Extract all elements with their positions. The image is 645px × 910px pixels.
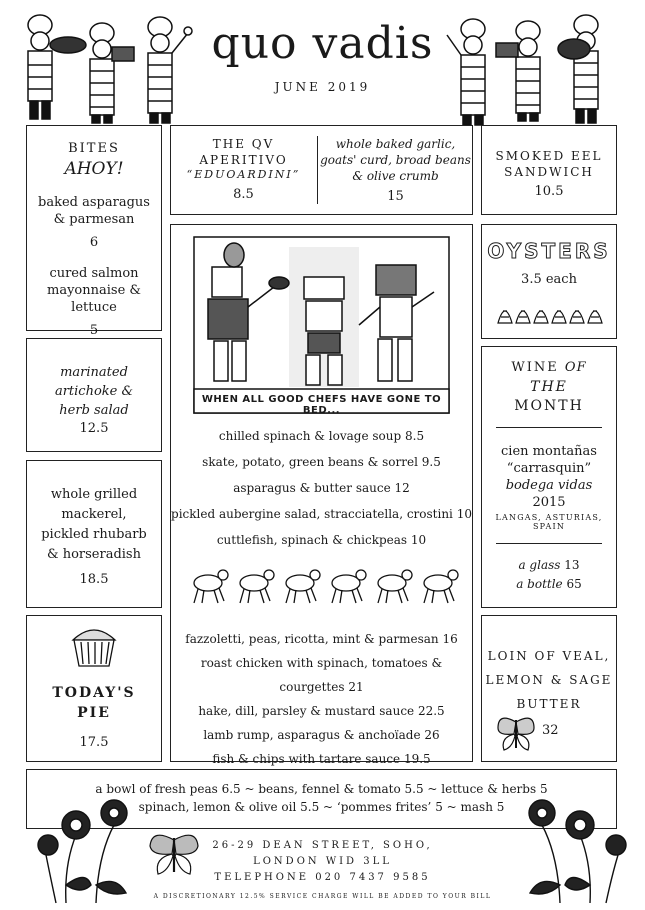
footer-address [0,838,645,886]
wine-h2: THE [530,379,568,395]
oysters-title: OYSTERS [487,239,611,263]
wine-bottle [482,574,616,594]
veal-box [481,615,617,762]
wine-divider-bottom [496,543,602,544]
oyster-shell-icon [534,311,548,323]
bites-heading-italic: AHOY! [64,159,124,179]
wine-h1: WINE [511,360,559,375]
pie-icon [69,624,119,668]
bites-box [26,125,162,338]
main-item: roast chicken with spinach, tomatoes & courgettes 21 [200,656,443,694]
illustration-caption: WHEN ALL GOOD CHEFS HAVE GONE TO BED... [201,394,442,416]
oyster-shell-icon [588,311,602,323]
starter-item: chilled spinach & lovage soup 8.5 [218,429,425,443]
wine-glass-price: 13 [564,558,580,572]
wine-region: LANGAS, ASTURIAS, SPAIN [495,513,603,531]
starter-item: cuttlefish, spinach & chickpeas 10 [216,533,427,547]
eel-line-1: SMOKED EEL [495,149,603,163]
wine-producer: bodega vidas [505,478,593,493]
garlic-line-3: & olive crumb [352,169,439,183]
mackerel-line-4: & horseradish [47,547,141,562]
lamb-icon [332,570,366,603]
aperitivo-line-2: APERITIVO [199,153,288,167]
lamb-icon [194,570,228,603]
lamb-icon [378,570,412,603]
mackerel-line-3: pickled rhubarb [41,527,147,542]
veal-price: 32 [542,723,559,738]
main-menu-box [170,224,473,766]
wine-name-2: “carrasquin” [506,461,592,476]
wine-box [481,346,617,608]
mackerel-line-2: mackerel, [61,507,127,522]
pie-line-1: TODAY'S [52,685,136,701]
wine-bottle-label: a bottle [516,577,563,591]
oyster-shell-icon [516,311,530,323]
wine-h3: MONTH [514,398,584,414]
oyster-shell-icon [552,311,566,323]
address-line-1: 26-29 DEAN STREET, SOHO, [212,840,433,851]
phone-number: TELEPHONE 020 7437 9585 [214,872,431,883]
sides-line-1: a bowl of fresh peas 6.5 ~ beans, fennel & tomato 5.5 ~ lettuce & herbs 5 [95,782,548,796]
bite-2-price: 5 [89,323,99,338]
mackerel-box [26,460,162,608]
wine-glass-label: a glass [518,558,561,572]
artichoke-line-1: marinated [60,365,128,380]
bite-1-line-1: baked asparagus [38,195,150,210]
artichoke-line-2: artichoke & [54,384,134,399]
garlic-section [319,136,472,205]
oyster-shell-icon [570,311,584,323]
oyster-shell-icon [498,311,512,323]
wine-glass [482,557,616,574]
main-item: hake, dill, parsley & mustard sauce 22.5 [198,704,445,718]
wine-heading [482,359,616,377]
eel-box [481,125,617,215]
oysters-price: 3.5 each [521,272,577,287]
oysters-box [481,224,617,339]
pie-box [26,615,162,762]
bites-heading: BITES [68,141,120,156]
bite-1-price: 6 [89,235,99,250]
restaurant-title: quo vadis [211,18,434,69]
starter-item: skate, potato, green beans & sorrel 9.5 [202,455,441,469]
bite-2-line-1: cured salmon [49,266,139,281]
eel-price: 10.5 [534,184,564,199]
pie-line-2: PIE [77,705,111,721]
artichoke-box [26,338,162,452]
garlic-line-2: goats' curd, broad beans [320,153,471,167]
bite-1-line-2: & parmesan [53,212,135,227]
eel-line-2: SANDWICH [504,165,594,179]
pie-price: 17.5 [79,735,109,750]
lamb-icon [286,570,320,603]
wine-h1-italic: OF [564,360,587,375]
chef-robots-illustration [194,237,449,413]
veal-line-2: LEMON & SAGE [485,673,613,687]
artichoke-price: 12.5 [79,421,109,436]
mains-list [171,627,472,771]
starter-item: asparagus & butter sauce 12 [233,481,410,495]
garlic-line-1: whole baked garlic, [335,137,456,151]
oysters-icon [494,299,604,333]
mackerel-line-1: whole grilled [50,487,138,502]
butterfly-icon [494,714,538,754]
service-charge-note: A DISCRETIONARY 12.5% SERVICE CHARGE WILL BE ADDED TO YOUR BILL [153,893,492,900]
veal-line-1: LOIN OF VEAL, [487,649,611,663]
wine-name-1: cien montañas [501,444,597,459]
main-item: lamb rump, asparagus & anchoïade 26 [203,728,440,742]
main-item: fazzoletti, peas, ricotta, mint & parmesan 16 [185,632,458,646]
lamb-icon [240,570,274,603]
garlic-price: 15 [387,189,404,204]
aperitivo-garlic-box [170,125,473,215]
mackerel-price: 18.5 [79,572,109,587]
aperitivo-line-1: THE QV [212,137,275,151]
sides-line-2: spinach, lemon & olive oil 5.5 ~ ‘pommes frites’ 5 ~ mash 5 [138,800,505,814]
main-item: fish & chips with tartare sauce 19.5 [212,752,431,766]
lamb-icon [424,570,458,603]
wine-bottle-price: 65 [566,577,582,591]
aperitivo-section [171,136,316,203]
wine-divider-top [496,427,602,428]
starters-list [171,423,472,553]
wine-year: 2015 [532,495,566,510]
aperitivo-divider [317,136,318,204]
menu-date: JUNE 2019 [274,80,371,94]
lambs-illustration [182,559,462,609]
starter-item: pickled aubergine salad, stracciatella, crostini 10 [171,507,472,521]
aperitivo-line-3: “EDUOARDINI” [186,168,301,181]
address-line-2: LONDON WID 3LL [253,856,392,867]
aperitivo-price: 8.5 [233,187,254,202]
veal-line-3: BUTTER [516,697,582,711]
artichoke-line-3: herb salad [59,403,129,418]
bite-2-line-2: mayonnaise & lettuce [47,283,141,315]
